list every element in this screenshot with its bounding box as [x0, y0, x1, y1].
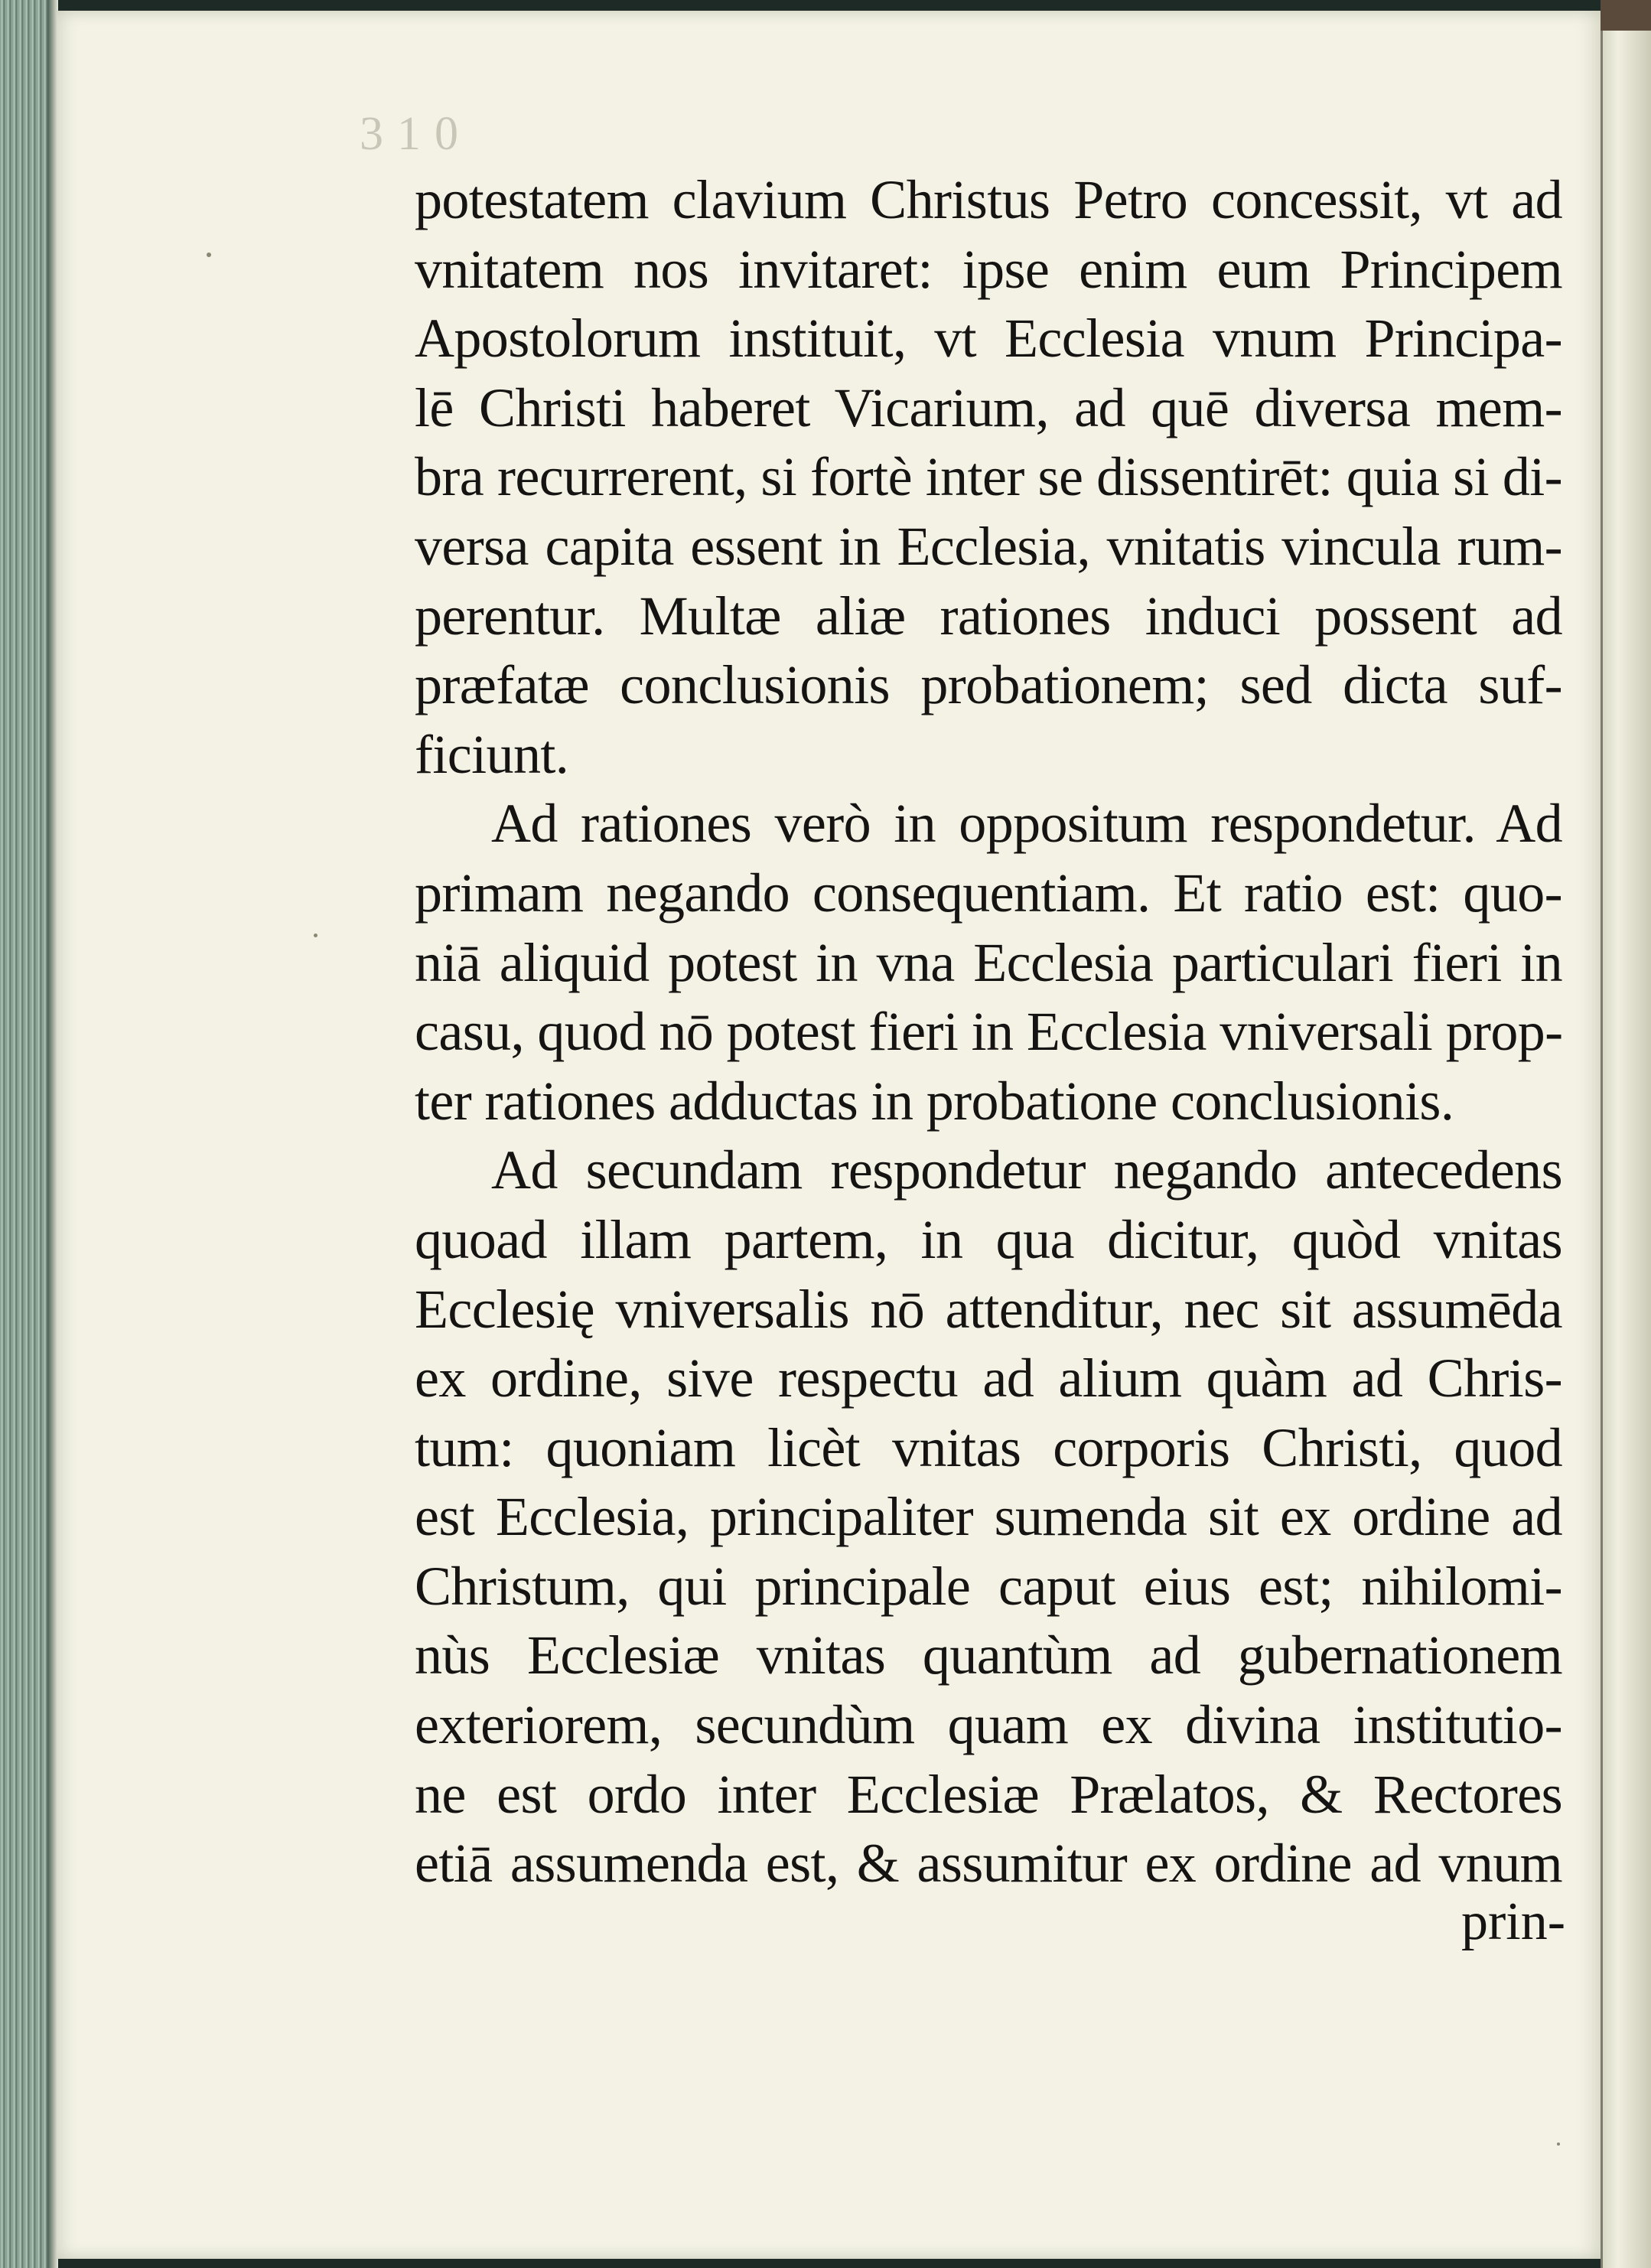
text-line: Christum, qui principale caput eius est; nihilomi-: [415, 1555, 1562, 1617]
paragraph-start-line: Ad rationes verò in oppositum respondetur. Ad: [491, 793, 1562, 855]
text-line: est Ecclesia, principaliter sumenda sit ex ordine ad: [415, 1486, 1562, 1548]
text-line: potestatem clavium Christus Petro concessit, vt ad: [415, 169, 1562, 230]
text-line: quoad illam partem, in qua dicitur, quòd vnitas: [415, 1208, 1562, 1270]
text-line: nùs Ecclesiæ vnitas quantùm ad gubernationem: [415, 1624, 1562, 1686]
text-block: [415, 165, 1562, 1898]
text-line: perentur. Multæ aliæ rationes induci possent ad: [415, 585, 1562, 647]
text-line: ne est ordo inter Ecclesiæ Prælatos, & Rectores: [415, 1763, 1562, 1825]
book-edge-right: [1601, 31, 1651, 2268]
text-line: primam negando consequentiam. Et ratio est: quo-: [415, 862, 1562, 924]
text-line: Apostolorum instituit, vt Ecclesia vnum Principa-: [415, 308, 1562, 370]
paper-speck: [1557, 2143, 1560, 2146]
text-line: niā aliquid potest in vna Ecclesia particulari fieri in: [415, 931, 1562, 993]
text-line: bra recurrerent, si fortè inter se dissentirēt: quia si di-: [415, 446, 1562, 508]
text-line: exteriorem, secundùm quam ex divina institutio-: [415, 1694, 1562, 1756]
text-line: versa capita essent in Ecclesia, vnitatis vincula rum-: [415, 515, 1562, 577]
book-cover-corner: [1601, 0, 1651, 31]
paper-speck: [207, 253, 211, 257]
page-number: 310: [360, 108, 472, 160]
text-line: ter rationes adductas in probatione conclusionis.: [415, 1070, 1454, 1132]
paper-speck: [314, 934, 318, 937]
text-line: vnitatem nos invitaret: ipse enim eum Principem: [415, 238, 1562, 300]
book-edge-left: [0, 0, 54, 2268]
catchword: prin-: [1461, 1892, 1566, 1951]
text-line: ex ordine, sive respectu ad alium quàm ad Chris-: [415, 1347, 1562, 1409]
text-line: præfatæ conclusionis probationem; sed dicta suf-: [415, 654, 1562, 716]
text-line: tum: quoniam licèt vnitas corporis Christi, quod: [415, 1416, 1562, 1478]
text-line: casu, quod nō potest fieri in Ecclesia vniversali prop-: [415, 1001, 1563, 1063]
paragraph-start-line: Ad secundam respondetur negando antecedens: [491, 1139, 1562, 1201]
text-line: Ecclesię vniversalis nō attenditur, nec sit assumēda: [415, 1278, 1562, 1340]
text-line: lē Christi haberet Vicarium, ad quē diversa mem-: [415, 376, 1562, 438]
text-line: etiā assumenda est, & assumitur ex ordine ad vnum: [415, 1833, 1562, 1895]
text-line: ficiunt.: [415, 723, 569, 785]
